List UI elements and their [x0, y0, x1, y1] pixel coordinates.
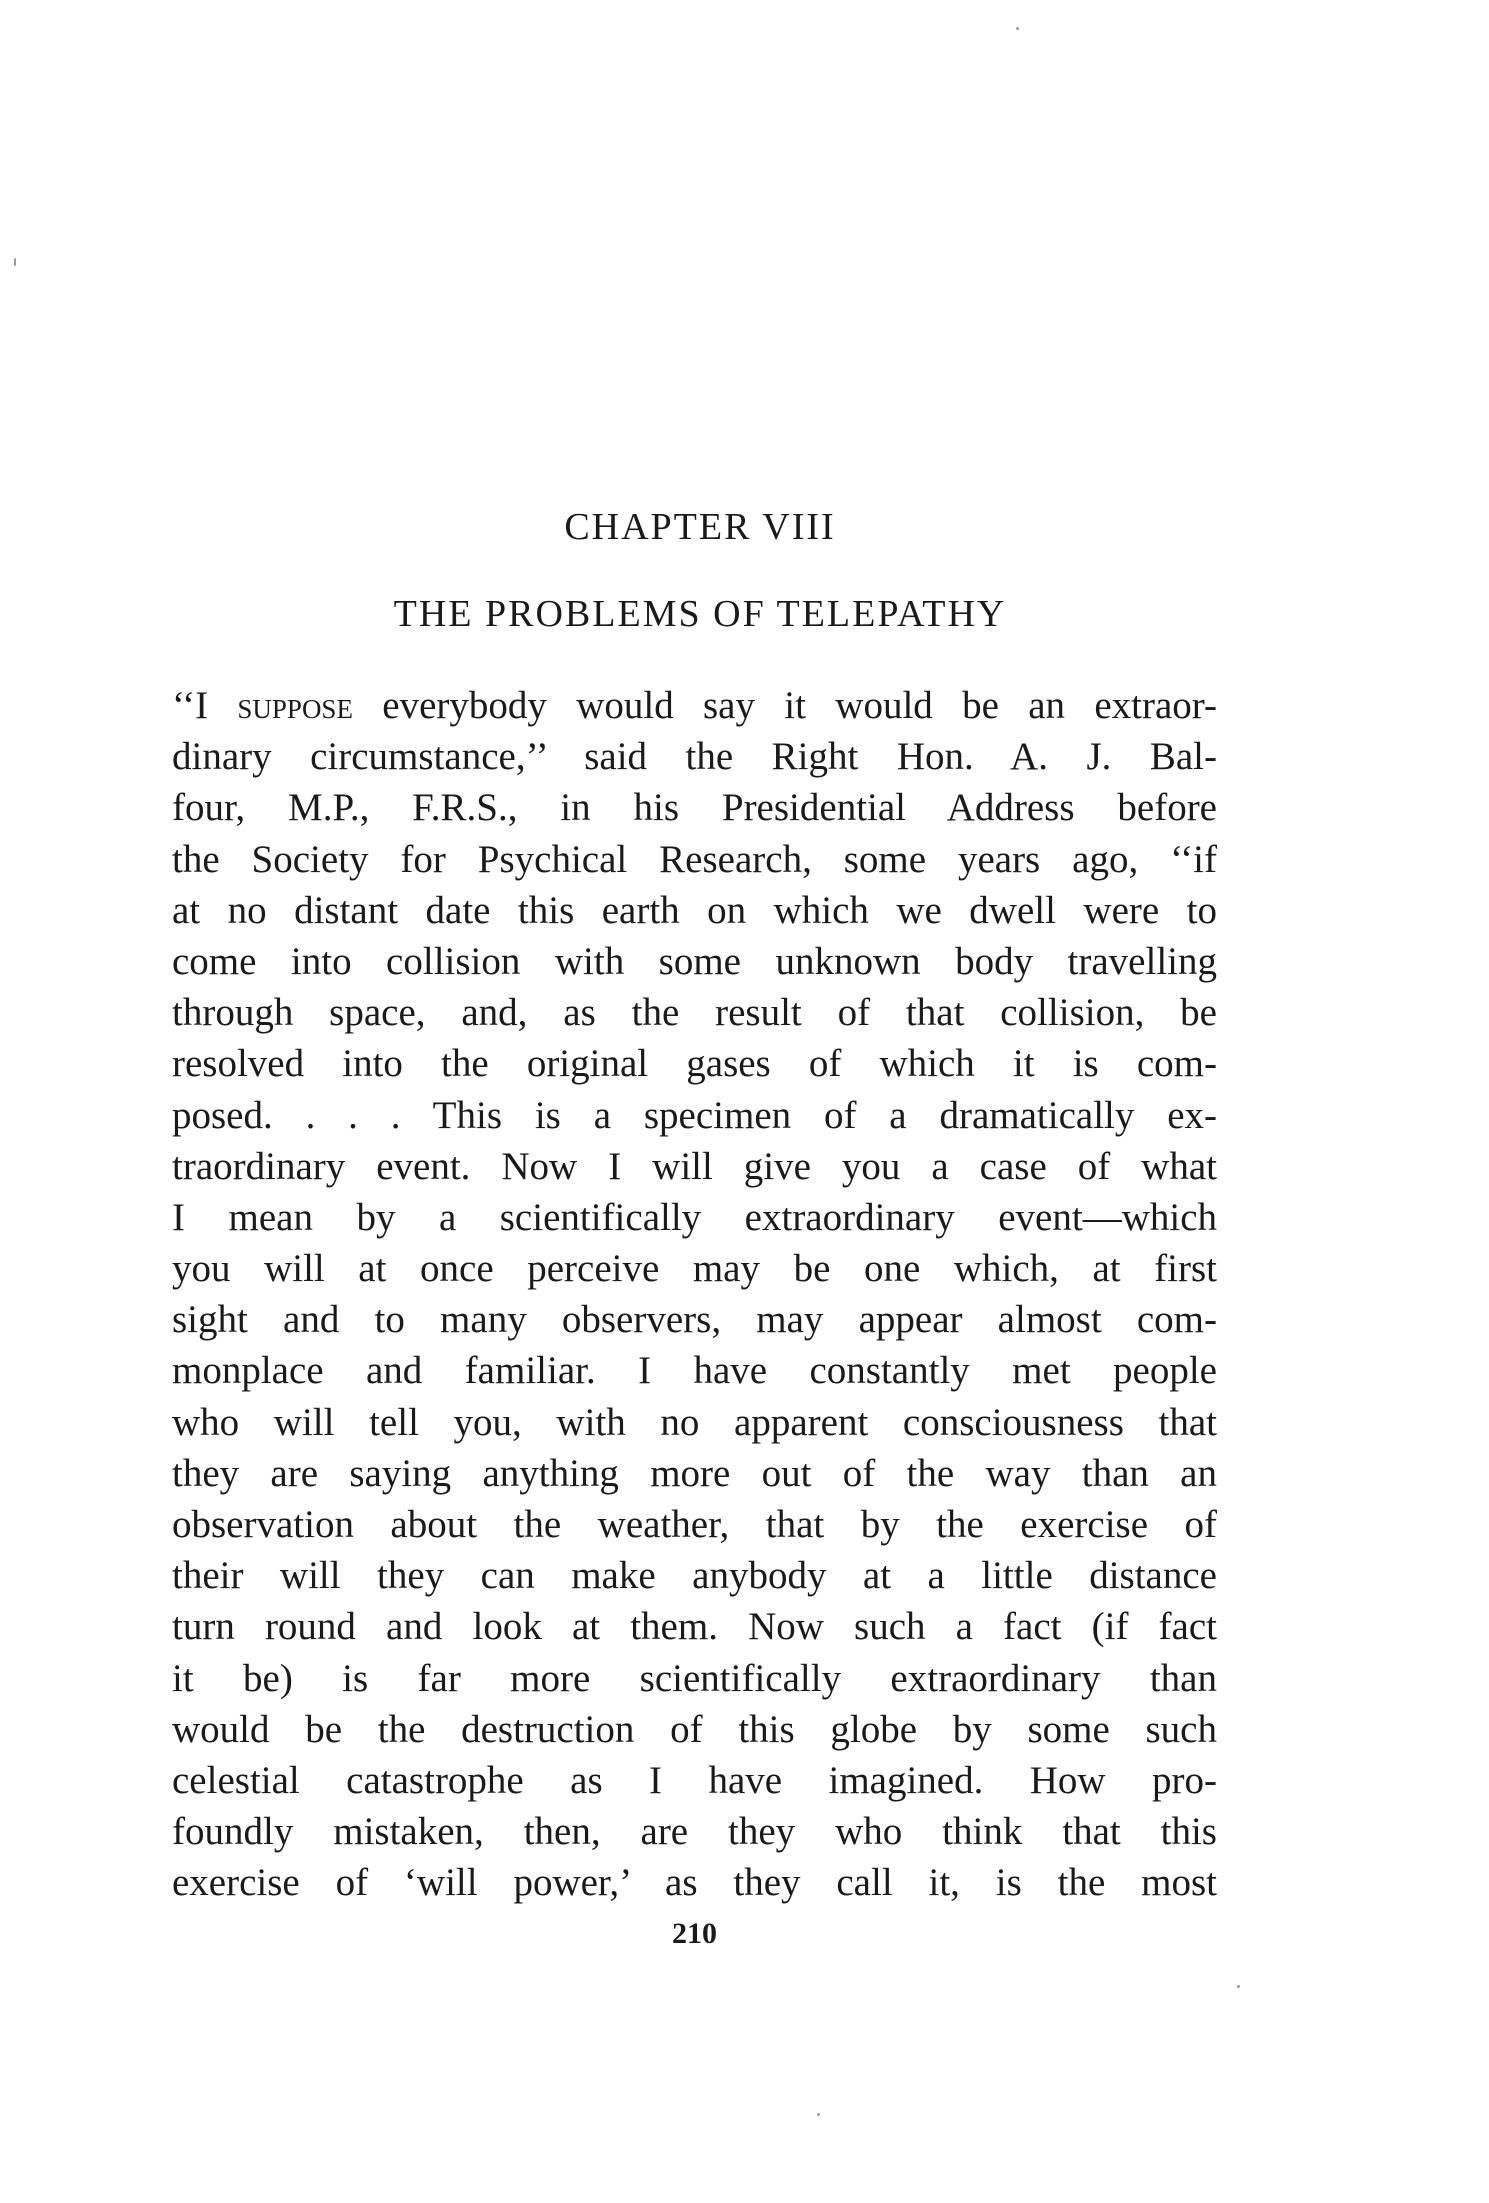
text-line: traordinary event. Now I will give you a case of what — [172, 1144, 1217, 1188]
text-line: come into collision with some unknown body travelling — [172, 939, 1217, 983]
text-line: monplace and familiar. I have constantly met people — [172, 1349, 1217, 1393]
text-line: exercise of ‘will power,’ as they call it, is the most — [172, 1861, 1217, 1905]
text-line: dinary circumstance,’’ said the Right Hon. A. J. Bal- — [172, 735, 1217, 779]
text-line: it be) is far more scientifically extraordinary than — [172, 1656, 1217, 1700]
paper-speck — [1237, 1985, 1240, 1988]
text-line — [172, 680, 1217, 731]
text-line: four, M.P., F.R.S., in his Presidential Address before — [172, 786, 1217, 830]
text-line: who will tell you, with no apparent consciousness that — [172, 1400, 1217, 1444]
opening-word: suppose — [237, 684, 353, 727]
text-line: turn round and look at them. Now such a fact (if fact — [172, 1605, 1217, 1649]
text-line: you will at once perceive may be one which, at first — [172, 1247, 1217, 1291]
chapter-title: THE PROBLEMS OF TELEPATHY — [393, 593, 1007, 635]
page-number: 210 — [672, 1917, 717, 1950]
text-line: I mean by a scientifically extraordinary event—which — [172, 1195, 1217, 1239]
paper-speck — [817, 2113, 820, 2116]
body-text — [172, 680, 1217, 1909]
text-line: posed. . . . This is a specimen of a dramatically ex- — [172, 1093, 1217, 1137]
paper-speck — [14, 258, 16, 266]
text-line: celestial catastrophe as I have imagined. How pro- — [172, 1758, 1217, 1802]
paper-speck — [1016, 27, 1019, 30]
text-line: the Society for Psychical Research, some years ago, ‘‘if — [172, 837, 1217, 881]
text-line: at no distant date this earth on which we dwell were to — [172, 888, 1217, 932]
opening-quote: ‘‘I — [172, 684, 238, 727]
text-line: observation about the weather, that by the exercise of — [172, 1503, 1217, 1546]
text-line: sight and to many observers, may appear almost com- — [172, 1298, 1217, 1342]
text-line: would be the destruction of this globe by some such — [172, 1707, 1217, 1751]
text-line: resolved into the original gases of which it is com- — [172, 1042, 1217, 1086]
chapter-number: CHAPTER VIII — [564, 506, 836, 548]
first-line-rest: everybody would say it would be an extraor- — [352, 684, 1217, 727]
text-line: through space, and, as the result of that collision, be — [172, 991, 1217, 1035]
text-line: their will they can make anybody at a little distance — [172, 1554, 1217, 1598]
text-line: foundly mistaken, then, are they who think that this — [172, 1810, 1217, 1854]
text-line: they are saying anything more out of the way than an — [172, 1451, 1217, 1495]
